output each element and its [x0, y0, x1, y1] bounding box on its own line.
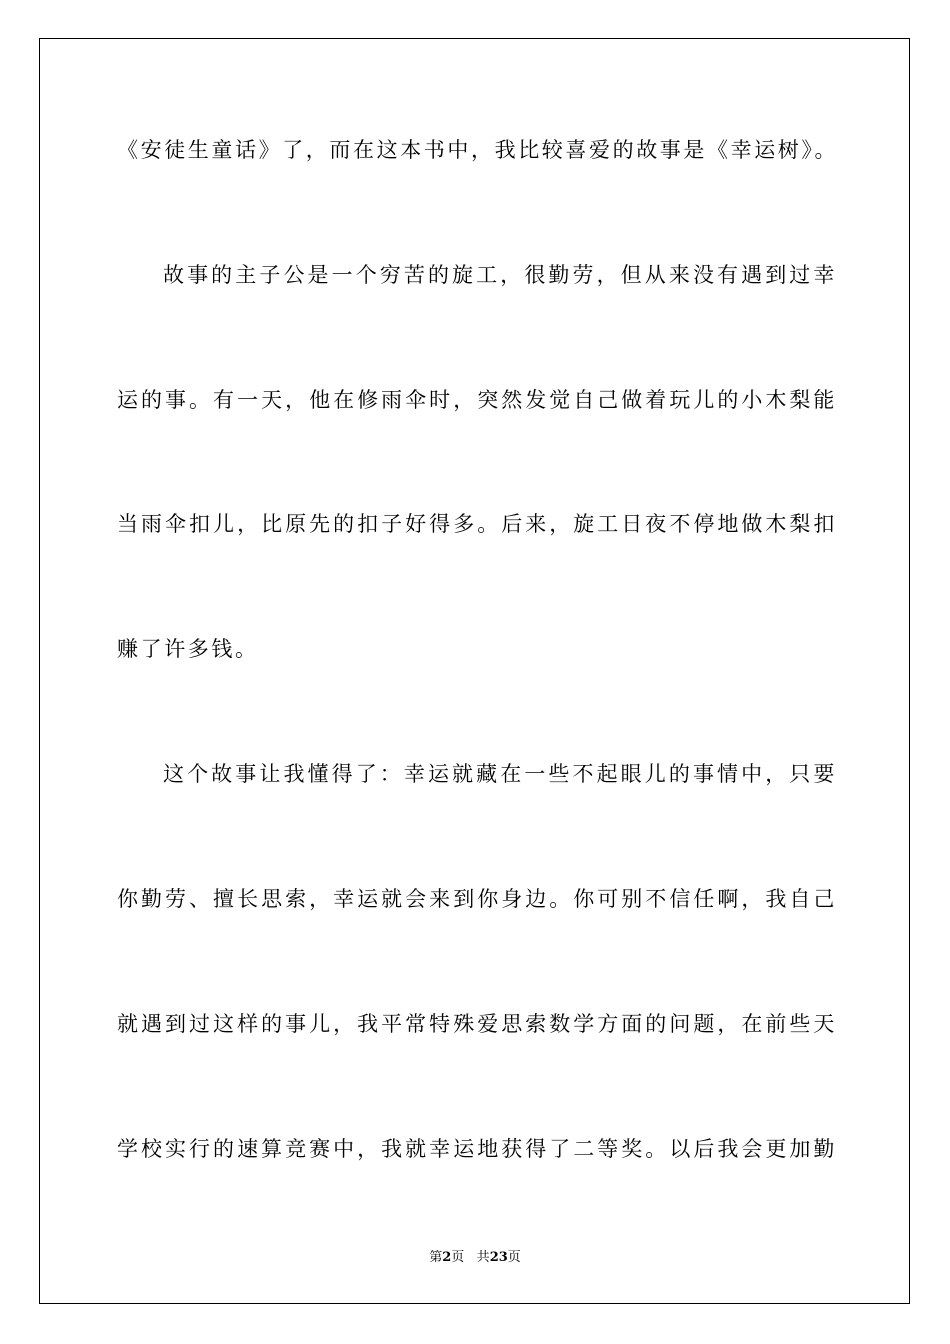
footer-page-suffix: 页 [451, 1250, 465, 1265]
text-line-6: 这个故事让我懂得了：幸运就藏在一些不起眼儿的事情中，只要 [163, 762, 837, 786]
footer-total-pages: 23 [489, 1250, 508, 1265]
page-border [39, 38, 910, 1304]
text-line-2: 故事的主子公是一个穷苦的旋工，很勤劳，但从来没有遇到过幸 [163, 263, 837, 287]
text-line-7: 你勤劳、擅长思索，幸运就会来到你身边。你可别不信任啊，我自己 [117, 887, 837, 911]
text-line-3: 运的事。有一天，他在修雨伞时，突然发觉自己做着玩儿的小木梨能 [117, 388, 837, 412]
page-footer [0, 1246, 950, 1265]
footer-total-suffix: 页 [507, 1250, 521, 1265]
text-line-1: 《安徒生童话》了，而在这本书中，我比较喜爱的故事是《幸运树》。 [117, 138, 839, 162]
footer-page-number: 2 [442, 1250, 452, 1265]
text-line-9: 学校实行的速算竞赛中，我就幸运地获得了二等奖。以后我会更加勤 [117, 1137, 837, 1161]
text-line-8: 就遇到过这样的事儿，我平常特殊爱思索数学方面的问题，在前些天 [117, 1012, 837, 1036]
footer-total-prefix: 共 [476, 1250, 490, 1265]
text-line-4: 当雨伞扣儿，比原先的扣子好得多。后来，旋工日夜不停地做木梨扣 [117, 512, 837, 536]
footer-page-prefix: 第 [429, 1250, 443, 1265]
text-line-5: 赚了许多钱。 [117, 637, 259, 661]
